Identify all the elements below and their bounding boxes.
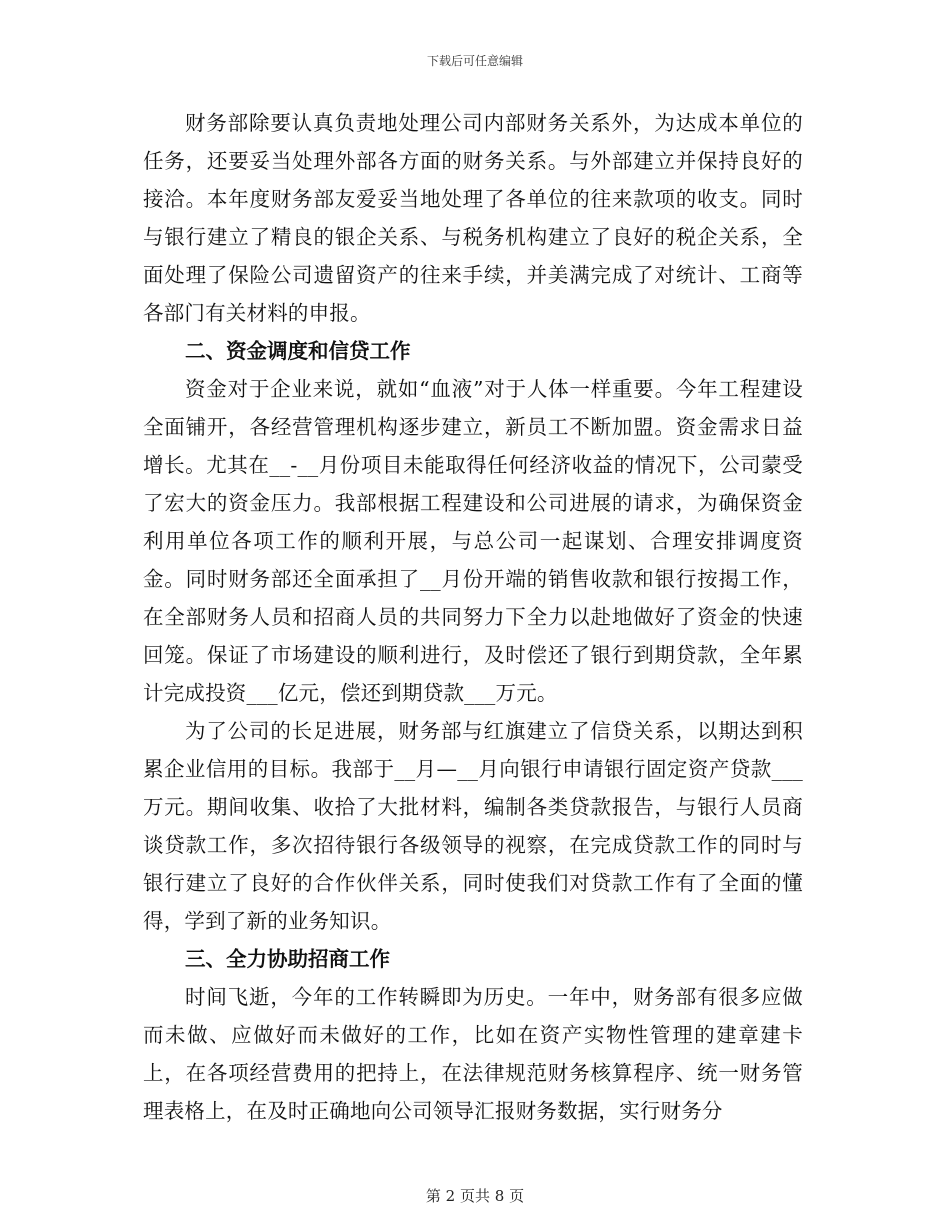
paragraph-year-review: 时间飞逝，今年的工作转瞬即为历史。一年中，财务部有很多应做而未做、应做好而未做好的工作，比如在资产实物性管理的建章建卡上，在各项经营费用的把持上，在法律规范财务核算程序、统一财务管理表格上，在及时正确地向公司领导汇报财务数据，实行财务分 (143, 985, 803, 1123)
page-footer: 第 2 页共 8 页 (425, 1187, 525, 1205)
section-heading-funds: 二、资金调度和信贷工作 (185, 339, 411, 363)
paragraph-credit-relations: 为了公司的长足进展，财务部与红旗建立了信贷关系，以期达到积累企业信用的目标。我部于__月—__月向银行申请银行固定资产贷款___万元。期间收集、收拾了大批材料，编制各类贷款报告，与银行人员商谈贷款工作，多次招待银行各级领导的视察，在完成贷款工作的同时与银行建立了良好的合作伙伴关系，同时使我们对贷款工作有了全面的懂得，学到了新的业务知识。 (143, 719, 803, 933)
document-body (143, 104, 803, 1130)
paragraph-funds-scheduling: 资金对于企业来说，就如“血液”对于人体一样重要。今年工程建设全面铺开，各经营管理机构逐步建立，新员工不断加盟。资金需求日益增长。尤其在__-__月份项目未能取得任何经济收益的情况下，公司蒙受了宏大的资金压力。我部根据工程建设和公司进展的请求，为确保资金利用单位各项工作的顺利开展，与总公司一起谋划、合理安排调度资金。同时财务部还全面承担了__月份开端的销售收款和银行按揭工作，在全部财务人员和招商人员的共同努力下全力以赴地做好了资金的快速回笼。保证了市场建设的顺利进行，及时偿还了银行到期贷款，全年累计完成投资___亿元，偿还到期贷款___万元。 (143, 377, 803, 705)
section-heading-investment: 三、全力协助招商工作 (185, 947, 390, 971)
paragraph-external-relations: 财务部除要认真负责地处理公司内部财务关系外，为达成本单位的任务，还要妥当处理外部各方面的财务关系。与外部建立并保持良好的接洽。本年度财务部友爱妥当地处理了各单位的往来款项的收支。同时与银行建立了精良的银企关系、与税务机构建立了良好的税企关系，全面处理了保险公司遗留资产的往来手续，并美满完成了对统计、工商等各部门有关材料的申报。 (143, 111, 803, 325)
page-header: 下载后可任意编辑 (426, 54, 523, 68)
